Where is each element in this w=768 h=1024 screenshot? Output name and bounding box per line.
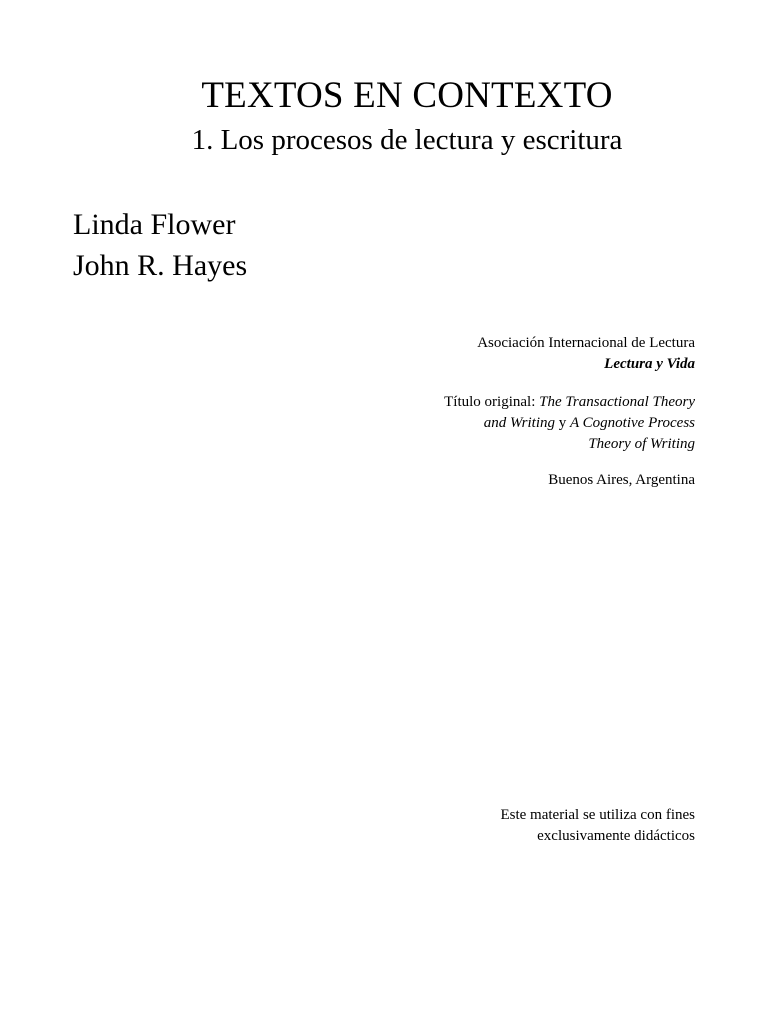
original-title-line-1 <box>315 392 695 413</box>
authors-list <box>73 204 247 286</box>
disclaimer-line: exclusivamente didácticos <box>537 828 695 844</box>
original-title-line-2 <box>315 413 695 434</box>
disclaimer-line: Este material se utiliza con fines <box>500 807 695 823</box>
title-connector: y <box>555 415 571 431</box>
page-subtitle: 1. Los procesos de lectura y escritura <box>191 124 623 156</box>
author-name: Linda Flower <box>73 208 236 241</box>
page-title: TEXTOS EN CONTEXTO <box>201 75 613 116</box>
educational-use-disclaimer <box>315 805 695 847</box>
author-name: John R. Hayes <box>73 249 248 282</box>
title-block <box>0 74 768 118</box>
publisher-series: Lectura y Vida <box>604 356 695 372</box>
original-work-title: The Transactional Theory <box>539 394 695 410</box>
publisher-organization: Asociación Internacional de Lectura <box>477 335 695 351</box>
publication-place: Buenos Aires, Argentina <box>548 472 695 488</box>
original-work-title: and Writing <box>483 415 556 431</box>
original-title-info <box>315 392 695 455</box>
publisher-info <box>315 333 695 375</box>
original-title-prefix: Título original: <box>444 394 540 410</box>
original-title-line-3: Theory of Writing <box>588 436 695 452</box>
original-work-title: A Cognotive Process <box>570 415 695 431</box>
